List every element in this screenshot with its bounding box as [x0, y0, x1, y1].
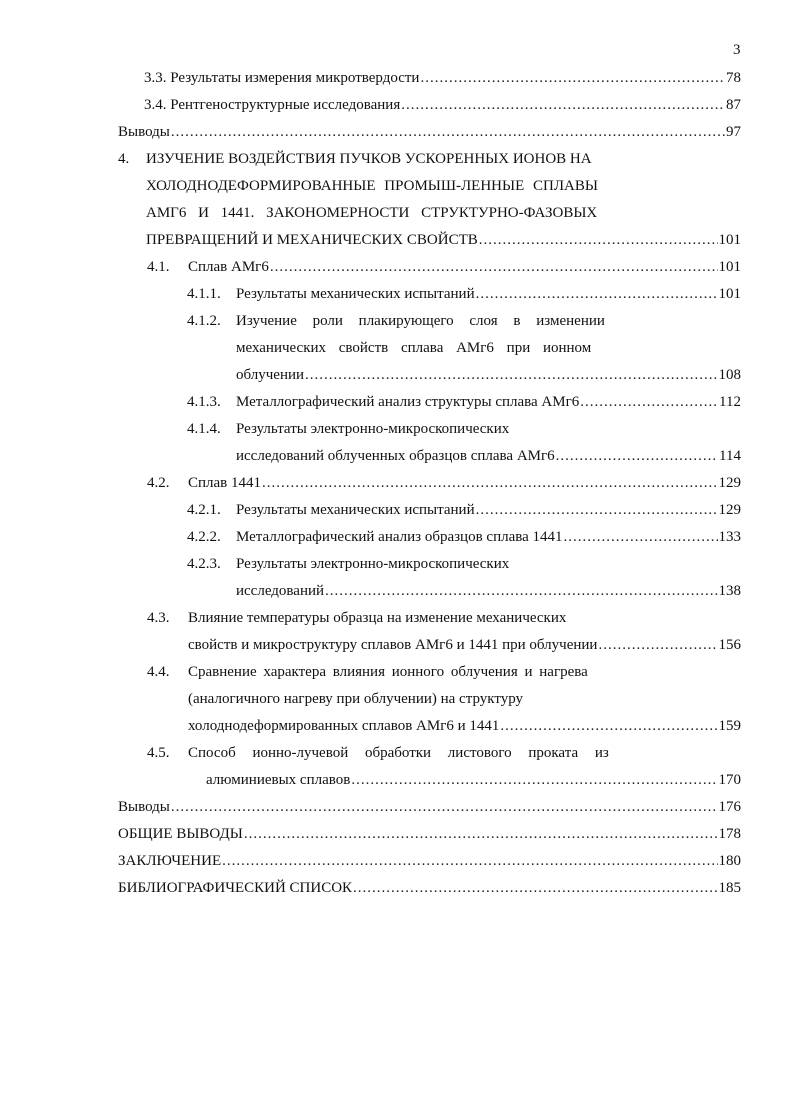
- toc-entry-title-line-1: Сравнение характера влияния ионного облучения и нагрева: [188, 664, 588, 680]
- toc-entry-title-line-3: [188, 717, 741, 735]
- page-number: 3: [733, 42, 741, 58]
- toc-entry-number: 4.2.: [147, 475, 170, 491]
- toc-entry-vyvody-3[interactable]: [118, 123, 741, 141]
- leader-dots: [244, 825, 718, 843]
- toc-entry-title: Металлографический анализ образцов сплава 1441: [236, 529, 563, 545]
- toc-entry-page: 101: [718, 259, 741, 275]
- toc-entry-number: 4.1.3.: [187, 394, 221, 410]
- toc-entry-title: Сплав 1441: [188, 475, 262, 491]
- toc-entry-page: 101: [718, 286, 741, 302]
- toc-entry-page: 108: [718, 367, 741, 383]
- toc-entry-4-2-1[interactable]: [187, 501, 741, 519]
- toc-entry-number: 4.4.: [147, 664, 170, 680]
- toc-entry-title-line-3: АМГ6 И 1441. ЗАКОНОМЕРНОСТИ СТРУКТУРНО-ФАЗОВЫХ: [146, 205, 598, 221]
- toc-entry-title-line-2: [206, 771, 741, 789]
- toc-entry-title-line-2: [236, 447, 741, 465]
- leader-dots: [262, 474, 717, 492]
- toc-entry-4-2-2[interactable]: [187, 528, 741, 546]
- toc-entry-title-line-2: механических свойств сплава АМг6 при ионном: [236, 340, 592, 356]
- toc-entry-title-line-4: [146, 231, 741, 249]
- leader-dots: [479, 231, 718, 249]
- toc-entry-4-1[interactable]: [147, 258, 741, 276]
- leader-dots: [325, 582, 717, 600]
- toc-entry-title: облучении: [236, 367, 305, 383]
- leader-dots: [420, 69, 725, 87]
- toc-entry-title: 3.3. Результаты измерения микротвердости: [144, 70, 420, 86]
- toc-entry-number: 4.1.4.: [187, 421, 221, 437]
- toc-entry-title: алюминиевых сплавов: [206, 772, 351, 788]
- leader-dots: [353, 879, 717, 897]
- toc-entry-page: 159: [718, 718, 741, 734]
- leader-dots: [171, 123, 725, 141]
- toc-entry-page: 78: [726, 70, 741, 86]
- toc-entry-3-4[interactable]: [144, 96, 741, 114]
- leader-dots: [171, 798, 718, 816]
- toc-entry-general-conclusions[interactable]: [118, 825, 741, 843]
- toc-entry-page: 101: [718, 232, 741, 248]
- leader-dots: [401, 96, 725, 114]
- leader-dots: [222, 852, 717, 870]
- leader-dots: [500, 717, 717, 735]
- toc-entry-title: ОБЩИЕ ВЫВОДЫ: [118, 826, 243, 842]
- leader-dots: [351, 771, 717, 789]
- toc-entry-title-line-1: Влияние температуры образца на изменение механических: [188, 610, 567, 626]
- toc-entry-title: ПРЕВРАЩЕНИЙ И МЕХАНИЧЕСКИХ СВОЙСТВ: [146, 232, 478, 248]
- toc-entry-number: 4.1.1.: [187, 286, 221, 302]
- toc-entry-bibliography[interactable]: [118, 879, 741, 897]
- toc-entry-number: 4.3.: [147, 610, 170, 626]
- toc-entry-title: Металлографический анализ структуры сплава АМг6: [236, 394, 580, 410]
- toc-entry-number: 4.5.: [147, 745, 170, 761]
- toc-entry-3-3[interactable]: [144, 69, 741, 87]
- leader-dots: [598, 636, 717, 654]
- toc-entry-title: Результаты механических испытаний: [236, 286, 475, 302]
- toc-entry-number: 4.1.: [147, 259, 170, 275]
- toc-entry-title: Выводы: [118, 799, 170, 815]
- toc-entry-vyvody-4[interactable]: [118, 798, 741, 816]
- toc-entry-number: 4.2.2.: [187, 529, 221, 545]
- toc-entry-conclusion[interactable]: [118, 852, 741, 870]
- toc-entry-page: 178: [718, 826, 741, 842]
- toc-entry-title: исследований: [236, 583, 325, 599]
- toc-entry-page: 97: [726, 124, 741, 140]
- leader-dots: [476, 501, 718, 519]
- toc-entry-title-line-2: (аналогичного нагреву при облучении) на структуру: [188, 691, 524, 707]
- leader-dots: [476, 285, 718, 303]
- toc-entry-title: Выводы: [118, 124, 170, 140]
- toc-entry-title: свойств и микроструктуру сплавов АМг6 и 1441 при облучении: [188, 637, 598, 653]
- toc-entry-page: 156: [718, 637, 741, 653]
- toc-entry-title-line-2: [188, 636, 741, 654]
- toc-entry-number: 4.: [118, 151, 130, 167]
- toc-entry-4-1-1[interactable]: [187, 285, 741, 303]
- leader-dots: [270, 258, 718, 276]
- toc-entry-4-1-3[interactable]: [187, 393, 741, 411]
- toc-entry-title-line-2: ХОЛОДНОДЕФОРМИРОВАННЫЕ ПРОМЫШ-ЛЕННЫЕ СПЛАВЫ: [146, 178, 598, 194]
- toc-entry-page: 138: [718, 583, 741, 599]
- toc-entry-title: Результаты механических испытаний: [236, 502, 475, 518]
- toc-entry-title: БИБЛИОГРАФИЧЕСКИЙ СПИСОК: [118, 880, 353, 896]
- toc-entry-title: исследований облученных образцов сплава АМг6: [236, 448, 555, 464]
- toc-entry-page: 114: [719, 448, 741, 464]
- toc-entry-page: 176: [718, 799, 741, 815]
- toc-entry-title-line-1: Изучение роли плакирующего слоя в изменении: [236, 313, 605, 329]
- leader-dots: [305, 366, 717, 384]
- toc-entry-title-line-1: Способ ионно-лучевой обработки листового проката из: [188, 745, 609, 761]
- toc-entry-number: 4.2.1.: [187, 502, 221, 518]
- toc-entry-4-2[interactable]: [147, 474, 741, 492]
- toc-entry-title-line-2: [236, 582, 741, 600]
- toc-entry-page: 112: [719, 394, 741, 410]
- toc-entry-number: 4.1.2.: [187, 313, 221, 329]
- toc-entry-title: 3.4. Рентгеноструктурные исследования: [144, 97, 401, 113]
- toc-entry-title: холоднодеформированных сплавов АМг6 и 1441: [188, 718, 500, 734]
- toc-entry-page: 133: [718, 529, 741, 545]
- toc-entry-page: 129: [718, 475, 741, 491]
- toc-entry-title-line-1: ИЗУЧЕНИЕ ВОЗДЕЙСТВИЯ ПУЧКОВ УСКОРЕННЫХ ИОНОВ НА: [146, 151, 592, 167]
- leader-dots: [564, 528, 718, 546]
- toc-entry-title: Сплав АМг6: [188, 259, 269, 275]
- toc-entry-page: 170: [718, 772, 741, 788]
- toc-entry-page: 87: [726, 97, 741, 113]
- toc-entry-number: 4.2.3.: [187, 556, 221, 572]
- toc-entry-title: ЗАКЛЮЧЕНИЕ: [118, 853, 222, 869]
- leader-dots: [580, 393, 718, 411]
- leader-dots: [556, 447, 718, 465]
- toc-entry-title-line-1: Результаты электронно-микроскопических: [236, 421, 510, 437]
- toc-entry-page: 180: [718, 853, 741, 869]
- toc-entry-page: 129: [718, 502, 741, 518]
- toc-entry-page: 185: [718, 880, 741, 896]
- toc-entry-title-line-1: Результаты электронно-микроскопических: [236, 556, 510, 572]
- toc-entry-title-line-3: [236, 366, 741, 384]
